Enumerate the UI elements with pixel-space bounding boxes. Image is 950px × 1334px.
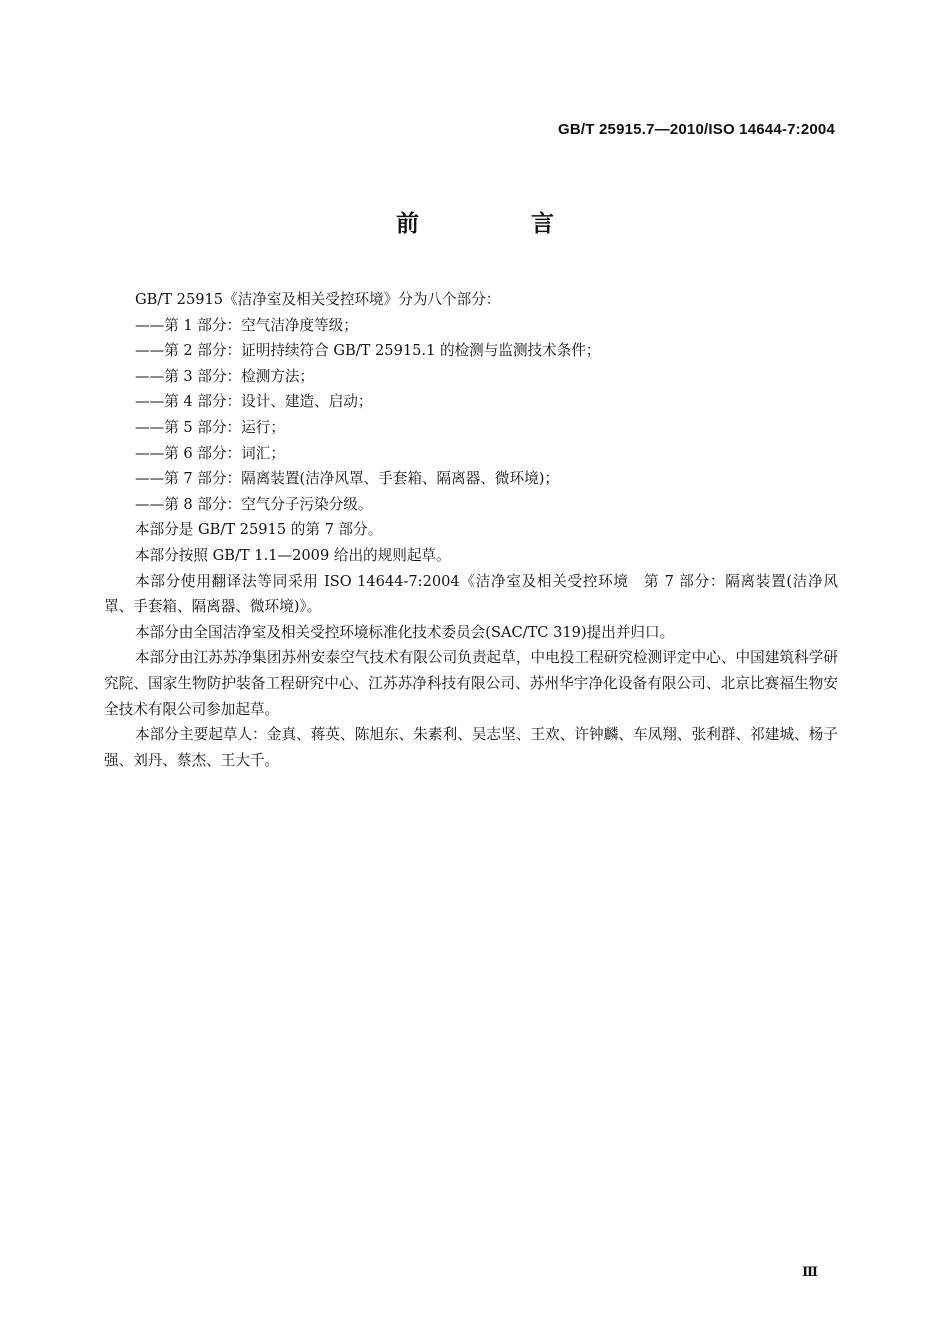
standard-identifier: GB/T 25915.7—2010/ISO 14644-7:2004	[558, 121, 835, 138]
paragraph-drafting-rules: 本部分按照 GB/T 1.1—2009 给出的规则起草。	[135, 546, 451, 564]
paragraph-intro: GB/T 25915《洁净室及相关受控环境》分为八个部分：	[135, 291, 501, 308]
list-item-part-5: ——第 5 部分：运行；	[135, 418, 285, 436]
list-item-part-1: ——第 1 部分：空气洁净度等级；	[135, 316, 358, 334]
list-item-part-2: ——第 2 部分：证明持续符合 GB/T 25915.1 的检测与监测技术条件；	[135, 342, 601, 360]
list-item-part-8: ——第 8 部分：空气分子污染分级。	[135, 495, 373, 513]
page-title: 前 言	[395, 211, 606, 237]
paragraph-part-statement: 本部分是 GB/T 25915 的第 7 部分。	[135, 521, 383, 539]
paragraph-drafting-units: 本部分由江苏苏净集团苏州安泰空气技术有限公司负责起草，中电投工程研究检测评定中心、中国建筑科学研究院、国家生物防护装备工程研究中心、江苏苏净科技有限公司、苏州华宇净化设备有限公司、北京比赛福生物安全技术有限公司参加起草。	[104, 649, 838, 718]
paragraph-adoption: 本部分使用翻译法等同采用 ISO 14644-7:2004《洁净室及相关受控环境 第 7 部分：隔离装置(洁净风罩、手套箱、隔离器、微环境)》。	[104, 572, 838, 616]
list-item-part-3: ——第 3 部分：检测方法；	[135, 367, 315, 385]
paragraph-proposer: 本部分由全国洁净室及相关受控环境标准化技术委员会(SAC/TC 319)提出并归口。	[135, 623, 675, 641]
page-number: Ⅲ	[802, 1265, 818, 1280]
list-item-part-7: ——第 7 部分：隔离装置(洁净风罩、手套箱、隔离器、微环境)；	[135, 470, 559, 488]
paragraph-drafters: 本部分主要起草人：金真、蒋英、陈旭东、朱素利、吴志坚、王欢、许钟麟、车凤翔、张利群、祁建城、杨子强、刘丹、蔡杰、王大千。	[104, 726, 838, 769]
list-item-part-4: ——第 4 部分：设计、建造、启动；	[135, 393, 373, 411]
foreword-body	[104, 287, 838, 773]
list-item-part-6: ——第 6 部分：词汇；	[135, 444, 285, 462]
